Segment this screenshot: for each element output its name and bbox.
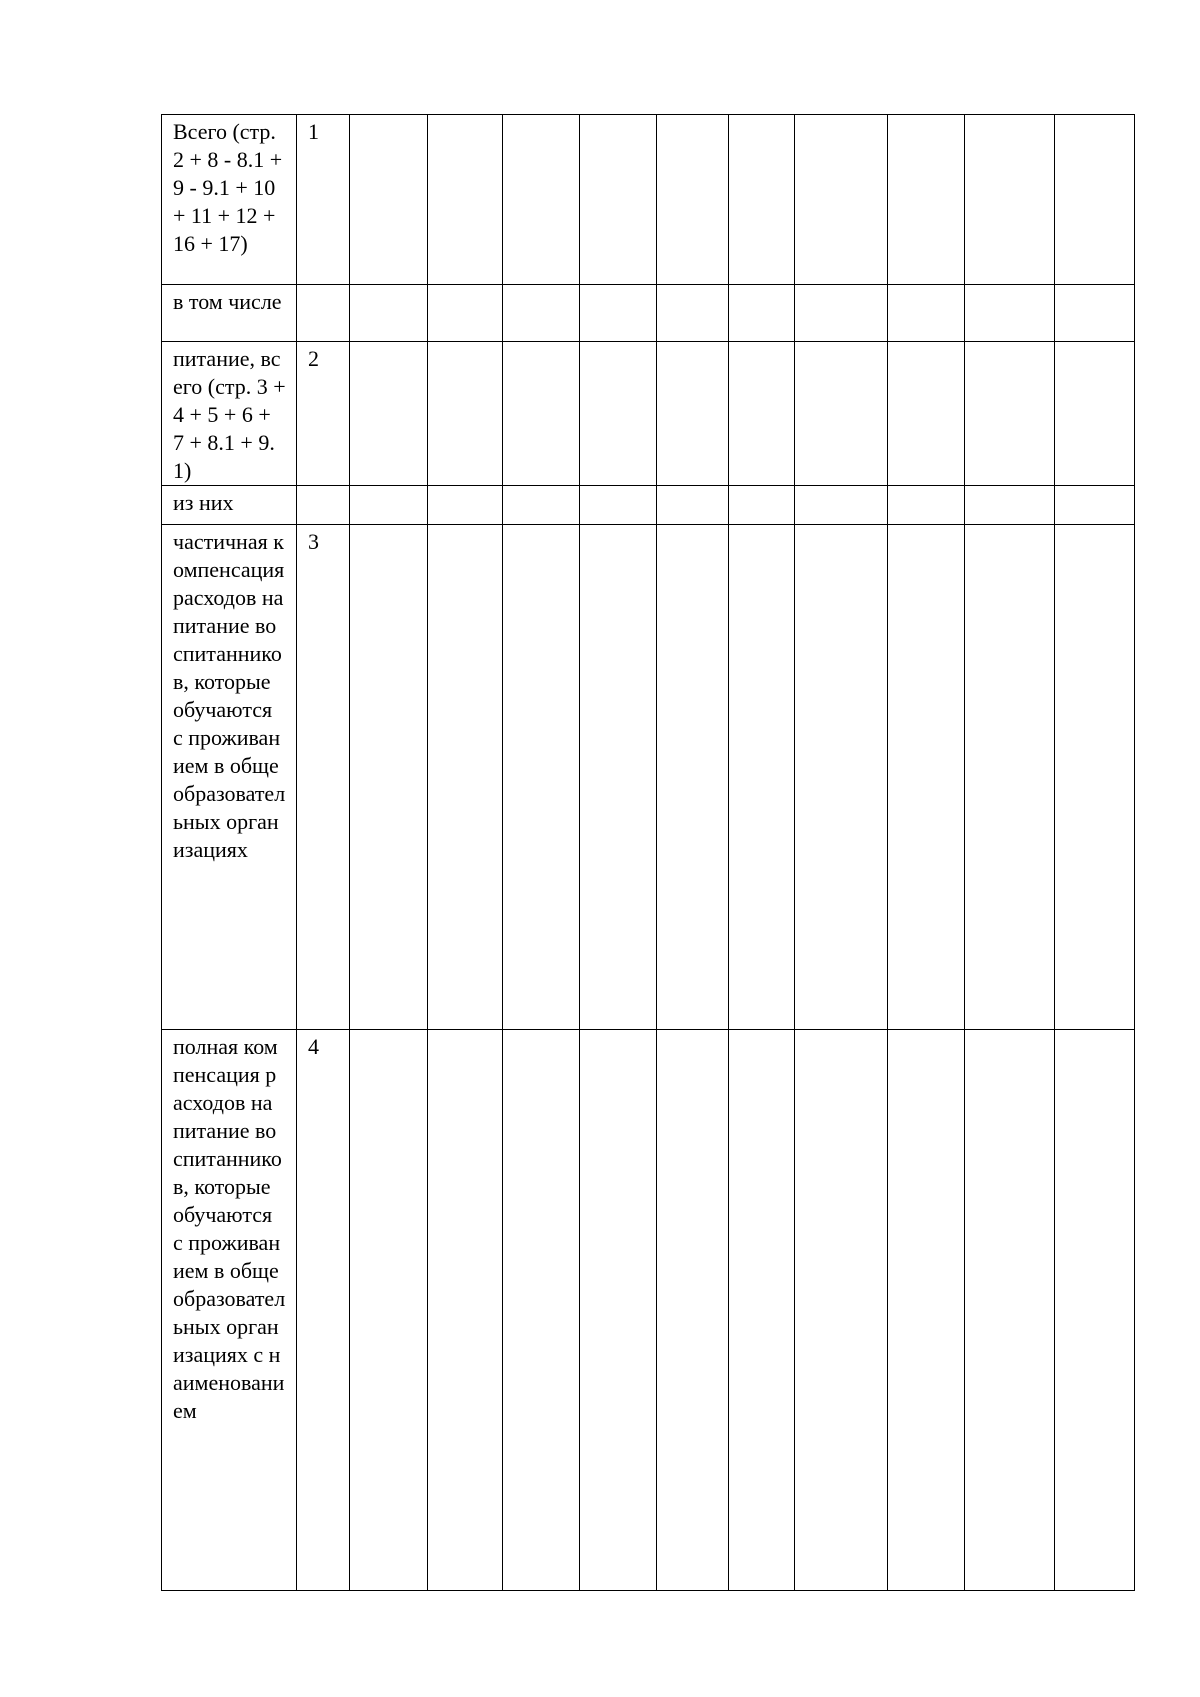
empty-cell	[428, 486, 503, 525]
row-number-cell	[297, 285, 350, 342]
empty-cell	[1055, 486, 1135, 525]
empty-cell	[657, 1030, 729, 1591]
empty-cell	[888, 525, 965, 1030]
table-row	[162, 285, 1135, 342]
empty-cell	[428, 342, 503, 486]
empty-cell	[580, 342, 657, 486]
empty-cell	[729, 342, 795, 486]
empty-cell	[350, 115, 428, 285]
row-number-cell	[297, 486, 350, 525]
empty-cell	[580, 525, 657, 1030]
empty-cell	[965, 342, 1055, 486]
empty-cell	[503, 525, 580, 1030]
empty-cell	[1055, 342, 1135, 486]
empty-cell	[350, 285, 428, 342]
empty-cell	[657, 525, 729, 1030]
row-name-cell: Всего (стр. 2 + 8 - 8.1 + 9 - 9.1 + 10 + 11 + 12 + 16 + 17)	[162, 115, 297, 285]
empty-cell	[350, 342, 428, 486]
empty-cell	[580, 115, 657, 285]
empty-cell	[888, 115, 965, 285]
table-row	[162, 1030, 1135, 1591]
report-table	[161, 114, 1135, 1591]
row-number-cell: 3	[297, 525, 350, 1030]
empty-cell	[657, 342, 729, 486]
empty-cell	[428, 525, 503, 1030]
empty-cell	[1055, 1030, 1135, 1591]
empty-cell	[1055, 525, 1135, 1030]
empty-cell	[965, 285, 1055, 342]
empty-cell	[580, 1030, 657, 1591]
empty-cell	[580, 486, 657, 525]
empty-cell	[795, 1030, 888, 1591]
empty-cell	[657, 115, 729, 285]
empty-cell	[729, 525, 795, 1030]
empty-cell	[428, 285, 503, 342]
table-row	[162, 115, 1135, 285]
empty-cell	[428, 115, 503, 285]
empty-cell	[888, 486, 965, 525]
table-row	[162, 525, 1135, 1030]
row-name-cell: в том числе	[162, 285, 297, 342]
empty-cell	[1055, 285, 1135, 342]
row-number-cell: 2	[297, 342, 350, 486]
empty-cell	[657, 486, 729, 525]
empty-cell	[888, 1030, 965, 1591]
empty-cell	[795, 342, 888, 486]
row-name-cell: частичная компенсация расходов на питание воспитанников, которые обучаются с проживанием в общеобразовательных организациях	[162, 525, 297, 1030]
empty-cell	[729, 285, 795, 342]
empty-cell	[350, 486, 428, 525]
empty-cell	[503, 486, 580, 525]
empty-cell	[888, 285, 965, 342]
empty-cell	[795, 285, 888, 342]
empty-cell	[888, 342, 965, 486]
empty-cell	[965, 486, 1055, 525]
empty-cell	[965, 1030, 1055, 1591]
empty-cell	[657, 285, 729, 342]
empty-cell	[795, 525, 888, 1030]
empty-cell	[729, 1030, 795, 1591]
empty-cell	[503, 342, 580, 486]
table-row	[162, 486, 1135, 525]
empty-cell	[580, 285, 657, 342]
empty-cell	[729, 486, 795, 525]
row-name-cell: из них	[162, 486, 297, 525]
empty-cell	[795, 486, 888, 525]
empty-cell	[503, 1030, 580, 1591]
empty-cell	[729, 115, 795, 285]
row-name-cell: полная компенсация расходов на питание воспитанников, которые обучаются с проживанием в общеобразовательных организациях с наименованием	[162, 1030, 297, 1591]
empty-cell	[350, 525, 428, 1030]
empty-cell	[350, 1030, 428, 1591]
empty-cell	[1055, 115, 1135, 285]
empty-cell	[965, 525, 1055, 1030]
row-number-cell: 4	[297, 1030, 350, 1591]
empty-cell	[428, 1030, 503, 1591]
row-name-cell: питание, всего (стр. 3 + 4 + 5 + 6 + 7 + 8.1 + 9.1)	[162, 342, 297, 486]
table-row	[162, 342, 1135, 486]
row-number-cell: 1	[297, 115, 350, 285]
empty-cell	[965, 115, 1055, 285]
empty-cell	[503, 285, 580, 342]
empty-cell	[795, 115, 888, 285]
empty-cell	[503, 115, 580, 285]
